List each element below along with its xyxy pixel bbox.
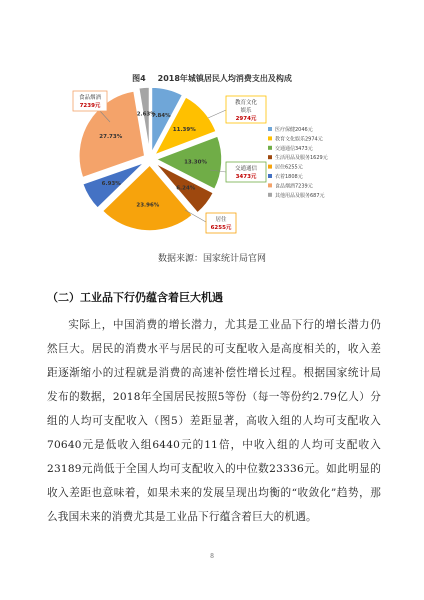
pie-percent-label: 13.30%	[184, 159, 207, 166]
pie-percent-label: 6.24%	[176, 185, 196, 192]
pie-percent-label: 11.39%	[172, 126, 196, 133]
legend-swatch	[268, 165, 272, 169]
legend-swatch	[268, 174, 272, 178]
legend-swatch	[268, 127, 272, 131]
pie-percent-label: 23.96%	[136, 202, 160, 209]
pie-percent-label: 2.63%	[136, 111, 156, 118]
legend-label: 其他用品及服务687元	[275, 192, 325, 199]
pie-percent-label: 7.84%	[151, 112, 171, 119]
page-number: 8	[210, 553, 214, 560]
pie-chart	[0, 0, 424, 250]
trans-callout-text: 交通通信	[234, 166, 258, 172]
edu-callout-text: 娱乐	[240, 108, 252, 114]
legend-label: 居住6255元	[275, 164, 303, 171]
housing-callout-text: 6255元	[210, 225, 232, 231]
body-paragraph: 实际上，中国消费的增长潜力，尤其是工业品下行的增长潜力仍然巨大。居民的消费水平与居民的可支配收入是高度相关的，收入差距逐渐缩小的过程就是消费的高速补偿性增长过程。根据国家统计局发布的数据，2018年全国居民按照5等份（每一等份约2.79亿人）分组的人均可支配收入（图5）差距显著，高收入组的人均可支配收入70640元是低收入组6440元的11倍，中收入组的人均可支配收入23189元尚低于全国人均可支配收入的中位数23336元。如此明显的收入差距也意味着，如果未来的发展呈现出均衡的“收敛化”趋势，那么我国未来的消费尤其是工业品下行蕴含着巨大的机遇。	[47, 319, 381, 523]
legend-label: 生活用品及服务1629元	[275, 155, 328, 162]
edu-callout-text: 2974元	[235, 116, 257, 122]
legend-label: 衣着1808元	[275, 174, 303, 180]
food-callout-text: 食品烟酒	[78, 95, 102, 101]
trans-callout-text: 3473元	[235, 174, 257, 180]
legend-label: 教育文化娱乐2974元	[275, 136, 323, 143]
legend-swatch	[268, 183, 272, 187]
food-callout-text: 7239元	[79, 103, 101, 109]
section-heading: （二）工业品下行仍蕴含着巨大机遇	[47, 291, 223, 304]
legend-label: 医疗保健2046元	[275, 127, 313, 133]
edu-callout-text: 教育文化	[234, 100, 258, 106]
pie-percent-label: 6.93%	[101, 180, 121, 187]
legend-swatch	[268, 136, 272, 140]
housing-callout-text: 居住	[215, 217, 227, 223]
legend-swatch	[268, 155, 272, 159]
edu-leader-line	[208, 110, 226, 118]
legend-label: 交通通信3473元	[275, 145, 313, 152]
figure-title-text: 2018年城镇居民人均消费支出及构成	[157, 74, 292, 83]
legend-label: 食品烟酒7239元	[275, 183, 313, 190]
figure-number: 图4	[132, 74, 146, 83]
legend-swatch	[268, 146, 272, 150]
data-source: 数据来源：国家统计局官网	[157, 254, 266, 264]
pie-percent-label: 27.73%	[99, 133, 123, 140]
legend-swatch	[268, 193, 272, 197]
